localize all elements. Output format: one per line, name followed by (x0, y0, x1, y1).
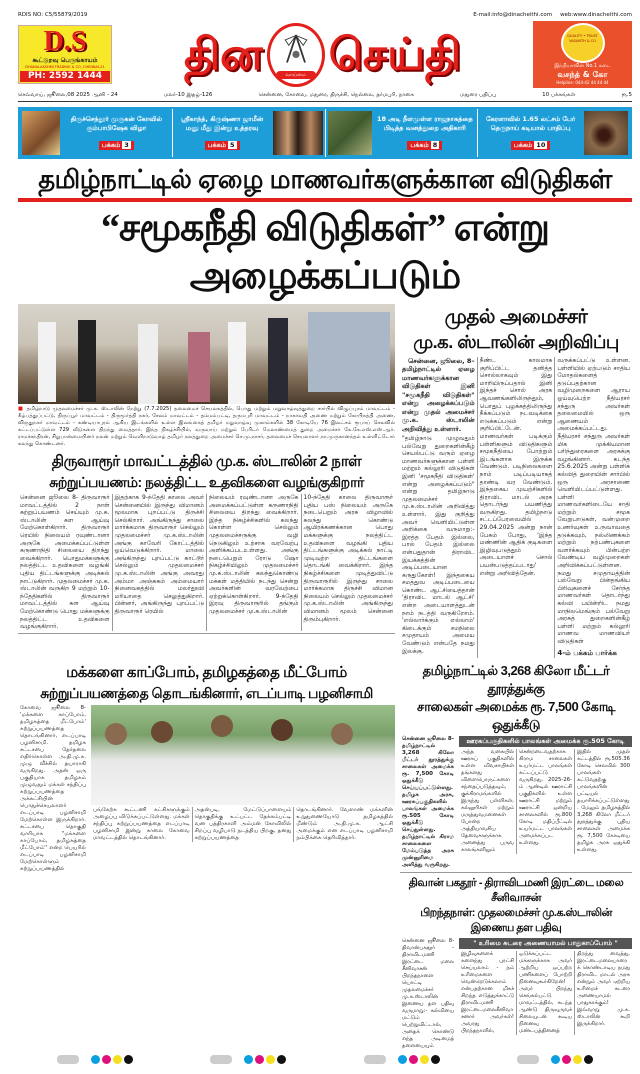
story3-headline-2: சாலைகள் அமைக்க ரூ. 7,500 கோடி ஒதுக்கீடு (417, 698, 615, 732)
teaser-page-badge: பக்கம் 8 (407, 141, 442, 150)
dateline-bar (18, 90, 632, 102)
ad-ds-name: கூட்டுறவு பெருங்காயம் (32, 57, 98, 64)
masthead (18, 21, 632, 88)
lower-section (18, 662, 632, 1050)
teaser-page-badge: பக்கம் 10 (511, 141, 550, 150)
emblem-text: வாய்மை (276, 71, 316, 79)
registration-marks-row (18, 1055, 632, 1064)
ad-vasanth-name: வசந்த் & கோ (557, 70, 608, 79)
website[interactable]: web:www.dinacheithi.com (560, 12, 632, 18)
story4-column: கோவை ஜூலை 8- 'மக்களை காப்போம், தமிழகத்தை மீட்போம்' சுற்றுப்பயணத்தை தொடங்கினார், எடப்பாடி பழனிசாமி. தமிழக சட்டசபை தேர்தலை எதிர்கொள்ள அ.தி.மு.க. முழு வீச்சில் தயாராகி வருகிறது. அதன் ஒரு பகுதியாக தமிழகம் முழுவதும் மக்கள் சந்திப்பு சுற்றுப்பயணத்தை அக்கட்சியின் பொதுச்செயலாளர் எடப்பாடி பழனிசாமி மேற்கொள்ள இருக்கிறார். சட்டசபை தொகுதி வாரியாக "மக்களை காப்போம், தமிழகத்தை மீட்போம்'' என்ற பெயரில் எடப்பாடி பழனிசாமி மேற்கொள்ளும் சுற்றுப்பயணத்தில் (20, 704, 86, 872)
registration-number: RDIS NO: C5/55879/2019 (18, 12, 88, 18)
lead-subhead-2: மு.க. ஸ்டாலின் அறிவிப்பு (413, 332, 619, 352)
caption-text: தமிழ்நாடு முதலமைச்சர் மு.க. ஸ்டாலின் நேற்று (7.7.2025) தலைமைச் செயலகத்தில், பொது மற்றும் மறுவாழ்வுத்துறை சார்பில் விழுப்புரம் மாவட்டம் - கீழ்பத்துப்பட்டு, திருப்பூர் மாவட்டம் - திருமூர்த்தி நகர், சேலம் மாவட்டம் - தம்மம்பட்டி, தருமபுரி மாவட்டம் - நாகாவதி அணை மற்றும் கோபிநத்தி அணை, விருதுநகர் மாவட்டம் - கண்டியாபுரம் ஆகிய இடங்களில் உள்ள இலங்கைத் தமிழர் மறுவாழ்வு முகாம்களில் 38 கோடியே 76 இலட்சம் ரூபாய் செலவில் கட்டப்பட்டுள்ள 729 வீடுகளை திறந்து வைத்தார். இந்த நிகழ்ச்சியில், வருவாய் மற்றும் பேரிடர் மேலாண்மைத் துறை அமைச்சர் கே.கே.எஸ்.எஸ்.ஆர். ராமச்சந்திரன், சிறுபான்மையினர் நலன் மற்றும் வெளிநாடுவாழ் தமிழர் நலத்துறை அமைச்சர் செ.மு.நாசர், தலைமைச் செயலாளர் நா.முருகானந்தம் உள்ளிட்டோர் கலந்து கொண்டனர். (18, 406, 395, 447)
teaser-photo (328, 111, 372, 155)
story3-subhead-bar (459, 736, 632, 747)
story5-subhead: " உரிமை சுடரை அணையாமல் பாதுகாப்போம் " (473, 938, 618, 947)
ad-ds-sub: DHANALAKSHMI TRADING & CO, CHENNAI-21 (25, 65, 105, 69)
teaser-text: திருச்செந்தூர் முருகன் கோவில் கும்பாபிஷேக விழா (70, 115, 162, 132)
issue-date: செவ்வாய், ஜூலை,08 2025 ஆனி - 24 (18, 92, 118, 98)
story3-column: அந்த வகையில் ஊரகப் பகுதிகளில் உள்ள விவசாயிகள் தங்களது விளைபொருட்களை சந்தைப்படுத்தவும், குக்கிராமங்களில் இருந்து பள்ளிகள், கல்லூரிகள் மற்றும் மருத்துவமனைகள் போன்ற அத்தியாவசிய தேவைகளுக்காக அனைத்து பருவ காலங்களிலும் (461, 748, 514, 853)
story4-photo (91, 705, 395, 805)
teaser-photo (584, 111, 628, 155)
price: ரூ.5 (621, 92, 632, 98)
teaser-photo (22, 111, 60, 155)
teaser-strip (18, 107, 632, 159)
lead-column-3-wrap (554, 357, 632, 658)
ad-vasanth-tag: இந்தியாவின் No.1 கடை (554, 63, 611, 69)
story3-column: இதில் முதல் கட்டத்தில் ரூ.505.36 கோடி செலவில் 300 பாலங்கள் கட்டுவதற்கு பாலங்களின் பட்டியல் தயாரிக்கப்பட்டுள்ளது. மேலும் தமிழகத்தில் 3,268 கிலோ மீட்டர் தூரத்துக்கு புதிய சாலைகள் அமைக்க ரூ. 7,500 கோடியை தமிழக அரசு ஒதுக்கி உள்ளது. (574, 749, 632, 854)
teaser-page-badge: பக்கம் 3 (99, 141, 134, 150)
lead-column-1-wrap (400, 357, 477, 658)
ad-vasanth-seal (561, 23, 605, 63)
story3-column: சென்றடைவதற்காக கிராம சாலைகள் உயர்மட்ட பாலங்கள் கட்டப்பட்டு வருகிறது. 2025-26-ம் ஆண்டில் ஊராட்சி பகுதிகளில் உள்ள ஊராட்சி மற்றும் ஊராட்சி ஒன்றிய சாலைகளில் ரூ.800 கோடி மதிப்பீட்டில் உயர்மட்ட பாலங்கள் அமைக்கப்பட உள்ளது. (516, 749, 574, 854)
story4-headline-2: சுற்றுப்பயணத்தை தொடங்கினார், எடப்பாடி பழனிசாமி (40, 684, 373, 701)
issue-volume: மலர்-10 இதழ்-126 (163, 92, 213, 98)
story2-column: இதற்காக 9-ந்தேதி காலை அவர் சென்னையில் இருந்து விமானம் மூலமாக புறப்பட்டு திருச்சி செல்கிறார். அங்கிருந்து சாலை மார்க்கமாக திருவாரூர் செல்லும் முதலமைச்சர் மு.க.ஸ்டாலின் அங்கு காவேரி கோட்டத்தில் ஓய்வெடுக்கிறார். மாலை அங்கிருந்து புறப்பட்டு காட்டூர் செல்லும் முதலமைச்சர் மு.க.ஸ்டாலின் அங்கு அவரது அம்மா அஞ்சுகம் அம்மையார் நினைவகத்தில் மலர்தூவி மரியாதை செலுத்துகிறார். பின்னர், அங்கிருந்து புறப்பட்டு திருவாரூர் ரெயில் (112, 494, 207, 631)
story3-column: சென்னை ஜூலை 8- தமிழ்நாட்டில் 3,268 கிலோ மீட்டர் தூரத்துக்கு சாலைகள் அமைக்க ரூ. 7,500 கோடி ஒதுக்கீடு செய்யப்பட்டுள்ளது. தமிழக அரசு, ஊரகப்பகுதிகளில் பாலங்கள் அமைக்க ரூ.505 கோடி ஒதுக்கீடு செய்துள்ளது. தமிழ்நாட்டில் கிராம சாலைகளை மேம்படுத்த அரசு முன்னுரிமை அளித்து வருகிறது. (402, 735, 454, 868)
emblem-logo (267, 23, 325, 87)
story2-headline-2: சுற்றுப்பயணம்: நலத்திட்ட உதவிகளை வழங்குகிறார் (49, 474, 364, 490)
lead-kicker: தமிழ்நாட்டில் ஏழை மாணவர்களுக்கான விடுதிகள் (38, 164, 612, 194)
email[interactable]: E-mail:info@dinacheithi.com (473, 12, 553, 18)
story2-headline-1: திருவாரூர் மாவட்டத்தில் மு.க. ஸ்டாலின் 2 நாள் (51, 453, 362, 470)
ad-ds-phone: PH: 2592 1444 (20, 71, 110, 82)
story5-column: திறந்து வைத்து, இரட்டைமலையாரைக் கொண்டாடிய நமது திராவிட மாடல் அரசு என்றும் அவர் ஏற்றிய உரிமைச் சுடரை அணையாமல் பாதுகாக்கும்! இவ்வாறு மு.க. ஸ்டாலின் கூறி இருக்கிறார். (574, 951, 632, 1035)
lead-column: "தமிழ்நாடு முழுவதும் பல்வேறு துறைகளின்கீழ் செயல்பட்டு வரும் ஏழை மாணவர்களுக்கான பள்ளி மற்றும் கல்லூரி விடுதிகள் இனி 'சமூகநீதி விடுதிகள்' என்று அழைக்கப்படும்" என்று தமிழ்நாடு முதலமைச்சர் மு.க.ஸ்டாலின் அறிவித்து உள்ளார். இது குறித்து அவர் வெளியிட்டுள்ள அறிக்கை வருமாறு:- இரத்த பேதம் இல்லை, பால் பேதம் இல்லை என்பதுதான் திராவிட இயக்கத்தின் அடிப்படையான கருதுகோள்! இந்தகைய சமத்துவ அடிப்படையை கொண்ட ஆட்சியைத்தான் 'திராவிட மாடல் ஆட்சி' என்ற அடையாளத்துடன் நாம் நடத்தி வருகிறோம். 'எல்லார்க்கும் எல்லாம்' கிடைக்கும் சமநிலை சமுதாயம் அமைய வேண்டும் என்பதே நமது இலக்கு. (402, 435, 475, 655)
teaser-item[interactable] (172, 109, 325, 157)
story3-headline-1: தமிழ்நாட்டில் 3,268 கிலோ மீட்டர் தூரத்துக்கு (422, 662, 610, 696)
ad-vasanth-brand: VASANTH & CO (569, 39, 596, 43)
edition-cities: சென்னை, கோவை, மதுரை, திருச்சி, நெல்லை, தர்மபுரி, நாகை (258, 92, 414, 98)
lead-photo (18, 304, 395, 404)
title-right: செய்தி (328, 29, 462, 79)
story4-column: தொடங்கினார். வேளாண் மக்களின் உறுதுணையோடு தமிழகத்தில் மீண்டும் அ.தி.மு.க. ஆட்சி அமைக்கும் என எடப்பாடி பழனிசாமி நம்பிக்கை தெரிவித்தார். (293, 807, 395, 842)
teaser-item[interactable] (325, 109, 478, 157)
lead-dateline: சென்னை, ஜூலை, 8– (408, 357, 475, 365)
lead-intro: தமிழ்நாட்டில் ஏழை மாணவர்களுக்கான விடுதிகள் இனி "சமூகநீதி விடுதிகள்" என்று அழைக்கப்படும் என்று முதல் அமைச்சர் மு.க. ஸ்டாலின் அறிவித்து உள்ளார். (402, 365, 475, 433)
teaser-text: கேரளாவில் 1.65 லட்சம் பேர் தெருநாய் கடியால் பாதிப்பு (485, 115, 576, 132)
continued-link[interactable]: 4-ம் பக்கம் பார்க்க (557, 648, 617, 657)
teaser-text: ஸ்ரீகாந்த், கிருஷ்ணா ஜாமீன் மனு மீது இன்று உத்தரவு (181, 115, 264, 132)
story2-column: 10-ந்தேதி காலை திருவாரூர் புதிய பஸ் நிலையம் அருகே நடைபெறும் அரசு விழாவில் கலந்து கொண்டு ஆயிரக்கணக்கான பொது மக்களுக்கு நலத்திட்ட உதவிகளை வழங்கி புதிய திட்டங்களுக்கு அடிக்கல் நாட்டி முடிவுற்ற திட்டங்களை தொடங்கி வைக்கிறார். இந்த நிகழ்ச்சிகளை முடித்துவிட்டு திருவாரூரில் இருந்து சாலை மார்க்கமாக திருச்சி விமான நிலையம் செல்லும் முதலமைச்சர் மு.க.ஸ்டாலின் அங்கிருந்து விமானம் மூலம் சென்னை திரும்புகிறார். (301, 494, 396, 631)
flags-emblem-icon (278, 31, 314, 67)
story5-column: ஒடுக்கப்பட்ட மக்களுக்காக அவர் ஆற்றிய ஒப்பற்ற பணிகளைப் போற்றி நினைவுகூர்கிறேன்! அவர் பிறந்து செங்கல்பட்டு மாவட்டத்தில், கடந்த ஆண்டு திருவுருவச் சிலையுடன் கூடிய நினைவு மண்டபத்தினைத் (516, 951, 574, 1035)
story4-headline-1: மக்களை காப்போம், தமிழகத்தை மீட்போம் (66, 663, 347, 681)
lead-column: நீண்ட காலமாக குறிப்பிட்ட தனித்த சொல்லாகவும் இது மாறியிருப்பதால் இனி இந்தச் சொல் அரசு ஆவணங்களிலிருந்தும், பொதுப் புழக்கத்திலிருந்து நீக்கப்படும் நடவடிக்கை எடுக்கப்படும் என்று குறிப்பிட்டேன். மாணவர்கள் படிக்கும் பள்ளிகளும் விடுதிகளும் சமூகநீதியை போற்றும் இடங்களாக இருக்க வேண்டும். படிநிலைகளை நாம் படிப்படியாகத் தாண்டி வர வேண்டும். இந்தகைய முயற்சிகளில் திராவிட மாடல் அரசு தொடர்ந்து பயணித்து வருகிறது. தமிழ்நாடு சட்டப்பேரவையில் 29.04.2025 அன்று நான் பேசும் போது, 'இந்த மண்ணின் ஆதிக் குடிகளை இழிவுபடுத்தும் அடையாளச் சொல் பயன்படுத்தப்படாது' என்று அறிவித்தேன். (477, 357, 555, 658)
ad-vasanth-badge: QUALITY • TRUST (567, 34, 598, 38)
registration-marks (364, 1055, 440, 1064)
story5-headline-1: திவான் பகதூர் - திராவிடமணி இரட்டை மலை சீனிவாசன் (408, 876, 624, 904)
story5-headline-2: பிறந்தநாள்: முதலமைச்சர் மு.க.ஸ்டாலின் இணைய தள பதிவு (420, 906, 612, 934)
story4-column: பங்கேற்க கூட்டணி கட்சிகளுக்கும் அழைப்பு விடுக்கப்பட்டுள்ளது. மக்கள் சந்திப்பு சுற்றுப்பயணத்தை எடப்பாடி பழனிசாமி இன்று காலை கோவை மாவட்டத்தில் தொடங்கினார். (93, 806, 190, 841)
teaser-photo (273, 111, 323, 155)
lead-subhead-1: முதல் அமைச்சர் (444, 306, 588, 328)
edition-name: மதுரை பதிப்பு (460, 92, 496, 98)
story5-column: இழிவுகளைக் களைந்து புரட்சி செய்யலாம் - நம் உரிமைகளை வென்றெடுக்கலாம் என்பதற்கான மிகச் சிறந்த எடுத்துக்காட்டு திராவிடமணி இரட்டைமலைசீனிவாசனார் அவர்கள்! அவரது பிறந்தநாளில், (461, 950, 514, 1034)
title-left: தின (183, 29, 263, 79)
registration-marks (57, 1055, 133, 1064)
masthead-title (118, 23, 527, 87)
ad-ds-brand: D.S (43, 26, 87, 57)
page-count: 10 பக்கங்கள் (542, 92, 576, 98)
lead-headline: “சமூகநீதி விடுதிகள்” என்று அழைக்கப்படும் (100, 207, 550, 297)
teaser-page-badge: பக்கம் 5 (205, 141, 240, 150)
lead-section (18, 304, 632, 658)
registration-marks (517, 1055, 593, 1064)
lead-column: வருக்கப்பட்டு உள்ளன. பள்ளியில் ஏற்படும் சாதிய மோதல்களைத் தடுப்பதற்கான வழிமுறைகளை ஆராய ஓய்வுபெற்ற நீதியரசர் சந்துரு அவர்கள் தலைமையில் ஒரு ஆணையம் அமைக்கப்பட்டது. நீதியரசர் சந்துரு அவர்கள் மிக முக்கியமான பரிந்துரைகளை அரசுக்கு வழங்கினார். கடந்த 25.6.2025 அன்று பள்ளிக் கல்வித் துறையின் சார்பில் ஒரு அரசாணை வெளியிடப்பட்டுள்ளது. பள்ளி மாணவர்களிடையே சாதி மற்றும் சமூக வேறுபாடுகள், வன்முறை உணர்வுகள் உருவாவதை தடுக்கவும், நல்லிணக்கம் மற்றும் நற்பண்புகளை வளர்க்கவும் பின்பற்ற வேண்டிய வழிமுறைகள் அறிவிக்கப்பட்டுள்ளன. நமது சமுதாயத்தின் பல்வேறு பின்தங்கிய பிரிவுகளைச் சேர்ந்த மாணவர்கள் தொடர்ந்து கல்வி பயின்றிட நமது மாநிலமெங்கும் பல்வேறு அரசுத் துறைகளின்கீழ் பள்ளி மற்றும் கல்லூரி மாணவ மாணவியர் விடுதிகள் (557, 357, 631, 645)
lead-photo-caption (18, 406, 395, 448)
ad-vasanth-co[interactable] (533, 21, 632, 88)
teaser-text: 18 அடி நீளமுள்ள ராஜநாகத்தை பிடித்த வனத்துறை அதிகாரி (377, 115, 473, 132)
teaser-item[interactable] (20, 109, 172, 157)
ad-ds-perungayam[interactable] (18, 25, 112, 84)
teaser-item[interactable] (477, 109, 630, 157)
story4-column: அதன்படி, மேட்டுப்பாளையம் தொகுதிக்கு உட்பட்ட தேக்கம்பட்டி வன பத்திரகாளி அம்மன் கோவிலில் சிறப்பு வழிபாடு நடத்திய பிறகு, தனது சுற்றுப்பயணத்தை (192, 807, 294, 842)
ad-vasanth-helpline: Helpline: 044-42 44 44 44 (556, 80, 609, 85)
story5-column: சென்னை ஜூலை 8- திவான்பகதூர் - திராவிடமணி இரட்டை மலை சீனிவாசன் பிறந்தநாளை யொட்டி முதலமைச்சர் மு.க.ஸ்டாலின் இணைய தள பதிவு வருமாறு:- கல்வியை மட்டும் பெற்றுவிட்டால், அதைக் கொண்டு எந்த அடிமைத் தளையையும் (402, 937, 454, 1049)
story2-column: நிலையம் ரவுண்டானா அருகே அமைக்கப்பட்டுள்ள கருணாநிதி சிலையை திறந்து வைக்கிறார். இந்த நிகழ்ச்சிகளில் கலந்து கொள்ள செல்லும் முதலமைச்சருக்கு வழி நெடுகிலும் உற்சாக வரவேற்பு அளிக்கப்படஉள்ளது. அங்கு நடைபெறும் ரோடு ஷோ நிகழ்ச்சியிலும் முதலமைச்சர் மு.க.ஸ்டாலின் கலந்துகொண்டு மக்கள் மத்தியில் நடந்து சென்று அவர்களின் வரவேற்பை ஏற்றுக்கொள்கிறார். 9-ந்தேதி இரவு திருவாரூரில் தங்கும் முதலமைச்சர் மு.க.ஸ்டாலின் (206, 494, 301, 631)
red-rule (18, 198, 632, 202)
registration-marks (210, 1055, 286, 1064)
top-line (18, 12, 632, 19)
story3-subhead: ஊரகப்பகுதிகளில் பாலங்கள் அமைக்க ரூ.505 கோடி (466, 736, 625, 745)
story2-columns (18, 494, 395, 634)
story5-subhead-bar (459, 938, 632, 949)
bullet-icon: ■ (18, 406, 27, 412)
story2-column: சென்னை ஜூலை 8- திருவாரூர் மாவட்டத்தில் 2 நாள் சுற்றுப்பயணம் செய்யும் மு.க. ஸ்டாலின் கள ஆய்வு மேற்கொள்கிறார். திருவாரூர் ரெயில் நிலையம் ரவுண்டானா அருகே அமைக்கப்பட்டுள்ள கருணாநிதி சிலையை திறந்து வைக்கிறார். பொதுமக்களுக்கு நலத்திட்ட உதவிகளை வழங்கி புதிய திட்டங்களுக்கு அடிக்கல் நாட்டுகிறார். முதலமைச்சர் மு.க. ஸ்டாலின் வருகிற 9 மற்றும் 10-ந்தேதிகளில் திருவாரூர் மாவட்டத்தில் கள ஆய்வு மேற்கொண்டு பொது மக்களுக்கு நலத்திட்ட உதவிகளை வழங்குகிறார். (20, 494, 110, 631)
